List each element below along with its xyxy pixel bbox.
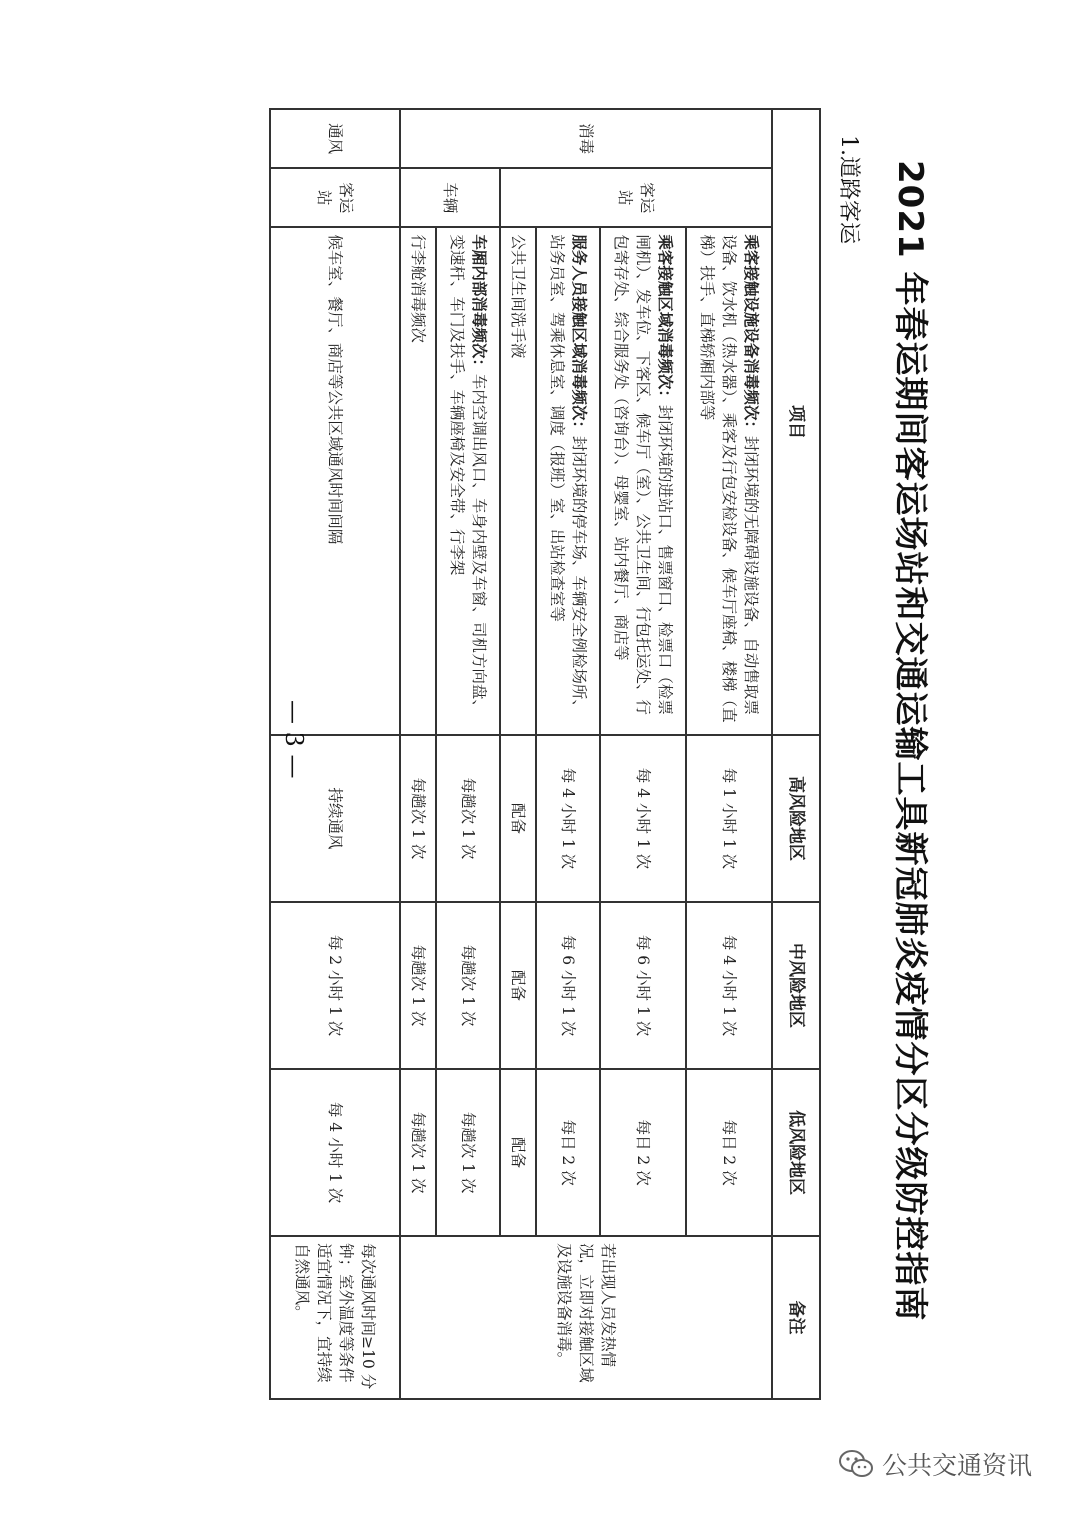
- category-ventilate: 通风: [270, 109, 400, 168]
- section-heading: 1.道路客运: [836, 135, 861, 244]
- low-risk-value: 每趟次 1 次: [436, 1069, 500, 1236]
- document-title: 2021 年春运期间客运场站和交通运输工具新冠肺炎疫情分区分级防控指南: [890, 160, 930, 1322]
- table-row: [436, 109, 500, 1399]
- item-cell: 行李舱消毒频次: [400, 227, 436, 735]
- medium-risk-value: 每 6 小时 1 次: [600, 902, 686, 1069]
- high-risk-value: 每 4 小时 1 次: [600, 735, 686, 902]
- header-medium-risk: 中风险地区: [772, 902, 820, 1069]
- table-row: [500, 109, 536, 1399]
- watermark: [838, 1446, 1032, 1482]
- high-risk-value: 每 4 小时 1 次: [536, 735, 600, 902]
- high-risk-value: 每 1 小时 1 次: [686, 735, 772, 902]
- table-row: [400, 109, 436, 1399]
- item-cell: 乘客接触区域消毒频次：封闭环境的进站口、售票窗口、检票口（检票闸机）、发车位、下客区、候车厅（室）、公共卫生间、行包托运处、行包寄存处、综合服务处（咨询台）、母婴室、站内餐厅、商店等: [600, 227, 686, 735]
- subcategory-station: 客运站: [270, 168, 400, 227]
- high-risk-value: 每趟次 1 次: [436, 735, 500, 902]
- page-number: — 3 —: [280, 700, 308, 779]
- low-risk-value: 每趟次 1 次: [400, 1069, 436, 1236]
- item-cell: 候车室、餐厅、商店等公共区域通风时间间隔: [270, 227, 400, 735]
- wechat-icon: [838, 1449, 874, 1479]
- high-risk-value: 配备: [500, 735, 536, 902]
- guidance-table: [269, 108, 821, 1400]
- header-low-risk: 低风险地区: [772, 1069, 820, 1236]
- low-risk-value: 配备: [500, 1069, 536, 1236]
- medium-risk-value: 每 4 小时 1 次: [686, 902, 772, 1069]
- medium-risk-value: 每 6 小时 1 次: [536, 902, 600, 1069]
- item-cell: 车厢内部消毒频次：车内空调出风口、车身内壁及车窗、司机方向盘、变速杆、车门及扶手、车辆座椅及安全带、行李架: [436, 227, 500, 735]
- header-item: 项目: [772, 109, 820, 735]
- item-cell: 服务人员接触区域消毒频次：封闭环境的停车场、车辆安全例检场所、站务员室、驾乘休息室、调度（报班）室、出站检查室等: [536, 227, 600, 735]
- category-disinfect: 消毒: [400, 109, 772, 168]
- low-risk-value: 每日 2 次: [600, 1069, 686, 1236]
- header-note: 备注: [772, 1236, 820, 1399]
- subcategory-vehicle: 车辆: [400, 168, 500, 227]
- low-risk-value: 每日 2 次: [536, 1069, 600, 1236]
- medium-risk-value: 配备: [500, 902, 536, 1069]
- high-risk-value: 每趟次 1 次: [400, 735, 436, 902]
- table-row: [536, 109, 600, 1399]
- watermark-text: 公共交通资讯: [882, 1451, 1033, 1480]
- low-risk-value: 每 4 小时 1 次: [270, 1069, 400, 1236]
- note-disinfect: 若出现人员发热情况，立即对接触区域及设施设备消毒。: [400, 1236, 772, 1399]
- table-row: [600, 109, 686, 1399]
- medium-risk-value: 每趟次 1 次: [436, 902, 500, 1069]
- header-high-risk: 高风险地区: [772, 735, 820, 902]
- item-cell: 乘客接触设施设备消毒频次：封闭环境的无障碍设施设备、自动售取票设备、饮水机（热水器）、乘客及行包安检设备、候车厅座椅、楼梯（直梯）扶手、直梯轿厢内部等: [686, 227, 772, 735]
- low-risk-value: 每日 2 次: [686, 1069, 772, 1236]
- note-ventilate: 每次通风时间≥10 分钟；室外温度等条件适宜情况下，宜持续自然通风。: [270, 1236, 400, 1399]
- high-risk-value: 持续通风: [270, 735, 400, 902]
- table-row: [686, 109, 772, 1399]
- table-header-row: [772, 109, 820, 1399]
- medium-risk-value: 每 2 小时 1 次: [270, 902, 400, 1069]
- subcategory-station: 客运站: [500, 168, 772, 227]
- medium-risk-value: 每趟次 1 次: [400, 902, 436, 1069]
- item-cell: 公共卫生间洗手液: [500, 227, 536, 735]
